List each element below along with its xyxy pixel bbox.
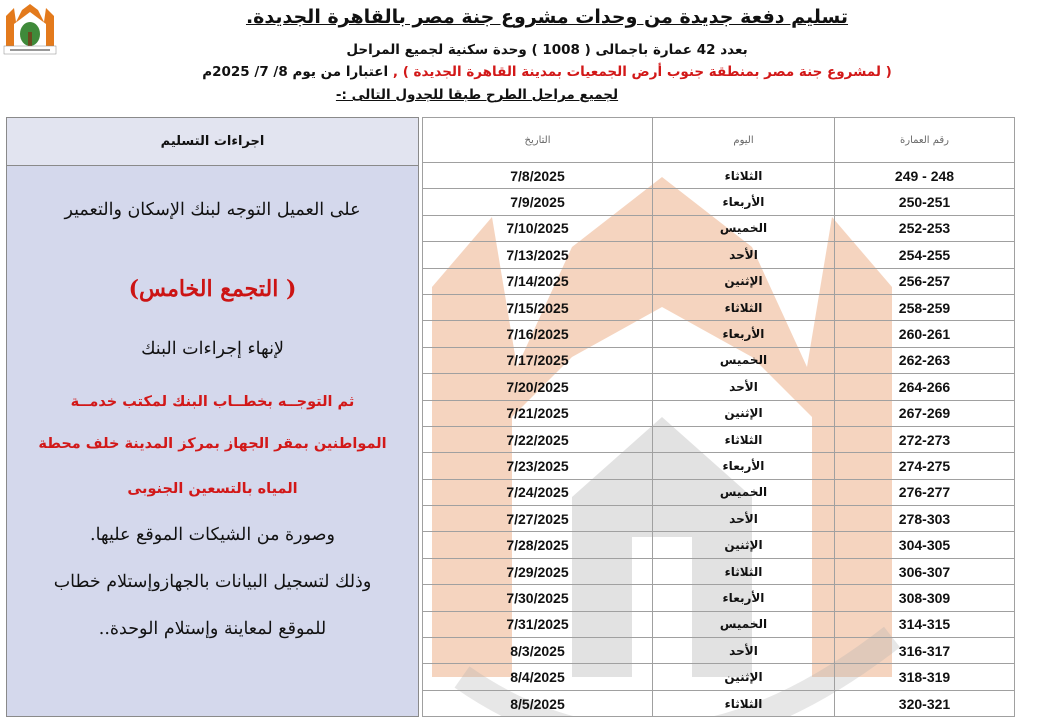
delivery-day-cell: الأحد (653, 374, 835, 400)
table-row (423, 374, 1015, 400)
procedure-step-bank: على العميل التوجه لبنك الإسكان والتعمير (64, 200, 361, 220)
table-row (423, 400, 1015, 426)
delivery-date-cell: 7/31/2025 (423, 611, 653, 637)
delivery-date-cell: 7/29/2025 (423, 558, 653, 584)
table-row (423, 638, 1015, 664)
table-row (423, 268, 1015, 294)
building-number-cell: 274-275 (835, 453, 1015, 479)
building-number-cell: 262-263 (835, 347, 1015, 373)
building-number-cell: 276-277 (835, 479, 1015, 505)
building-number-cell: 318-319 (835, 664, 1015, 690)
delivery-day-cell: الثلاثاء (653, 690, 835, 716)
delivery-day-cell: الأربعاء (653, 189, 835, 215)
table-row (423, 558, 1015, 584)
delivery-day-cell: الثلاثاء (653, 294, 835, 320)
delivery-date-cell: 8/4/2025 (423, 664, 653, 690)
delivery-day-cell: الخميس (653, 611, 835, 637)
delivery-day-cell: الأحد (653, 506, 835, 532)
table-row (423, 611, 1015, 637)
delivery-date-cell: 7/15/2025 (423, 294, 653, 320)
procedures-heading: اجراءات التسليم (7, 118, 418, 166)
procedure-service-office: ثم التوجــه بخطــاب البنك لمكتب خدمــة (70, 394, 355, 410)
delivery-date-cell: 7/22/2025 (423, 426, 653, 452)
delivery-day-cell: الأحد (653, 242, 835, 268)
building-number-cell: 249 - 248 (835, 163, 1015, 189)
delivery-date-cell: 7/28/2025 (423, 532, 653, 558)
delivery-day-cell: الثلاثاء (653, 163, 835, 189)
table-row (423, 294, 1015, 320)
building-number-cell: 314-315 (835, 611, 1015, 637)
column-header-building: رقم العمارة (835, 118, 1015, 163)
delivery-date-cell: 7/13/2025 (423, 242, 653, 268)
delivery-date-cell: 7/16/2025 (423, 321, 653, 347)
table-row (423, 215, 1015, 241)
project-location: ( لمشروع جنة مصر بمنطقة جنوب أرض الجمعيات بمدينة القاهرة الجديدة ) , (392, 64, 892, 80)
procedure-inspection: للموقع لمعاينة وإستلام الوحدة.. (98, 619, 327, 639)
table-row (423, 479, 1015, 505)
table-row (423, 321, 1015, 347)
delivery-day-cell: الأربعاء (653, 585, 835, 611)
delivery-date-cell: 7/27/2025 (423, 506, 653, 532)
delivery-day-cell: الخميس (653, 347, 835, 373)
delivery-day-cell: الخميس (653, 479, 835, 505)
procedure-registration: وذلك لتسجيل البيانات بالجهازوإستلام خطاب (53, 572, 372, 592)
building-number-cell: 256-257 (835, 268, 1015, 294)
column-header-day: اليوم (653, 118, 835, 163)
delivery-date-cell: 7/24/2025 (423, 479, 653, 505)
building-number-cell: 272-273 (835, 426, 1015, 452)
delivery-procedures-panel (6, 117, 419, 717)
schedule-table (422, 117, 1015, 717)
building-number-cell: 306-307 (835, 558, 1015, 584)
delivery-date-cell: 7/9/2025 (423, 189, 653, 215)
table-row (423, 242, 1015, 268)
delivery-day-cell: الأحد (653, 638, 835, 664)
project-location-line (60, 64, 1034, 80)
schedule-intro: لجميع مراحل الطرح طبقا للجدول التالى :- (335, 87, 619, 103)
building-number-cell: 258-259 (835, 294, 1015, 320)
column-header-date: التاريخ (423, 118, 653, 163)
delivery-day-cell: الإثنين (653, 268, 835, 294)
building-number-cell: 260-261 (835, 321, 1015, 347)
building-number-cell: 252-253 (835, 215, 1015, 241)
table-row (423, 189, 1015, 215)
delivery-date-cell: 7/30/2025 (423, 585, 653, 611)
table-row (423, 690, 1015, 716)
building-number-cell: 308-309 (835, 585, 1015, 611)
procedures-body (7, 166, 418, 716)
building-number-cell: 250-251 (835, 189, 1015, 215)
delivery-day-cell: الثلاثاء (653, 426, 835, 452)
page-title: تسليم دفعة جديدة من وحدات مشروع جنة مصر بالقاهرة الجديدة. (245, 6, 849, 28)
delivery-date-cell: 7/8/2025 (423, 163, 653, 189)
delivery-day-cell: الأربعاء (653, 453, 835, 479)
building-number-cell: 264-266 (835, 374, 1015, 400)
building-number-cell: 254-255 (835, 242, 1015, 268)
building-number-cell: 267-269 (835, 400, 1015, 426)
delivery-day-cell: الثلاثاء (653, 558, 835, 584)
building-number-cell: 278-303 (835, 506, 1015, 532)
procedure-cheques: وصورة من الشيكات الموقع عليها. (90, 525, 335, 545)
delivery-day-cell: الإثنين (653, 664, 835, 690)
procedure-office-location: المواطنين بمقر الجهاز بمركز المدينة خلف محطة (38, 436, 387, 452)
procedure-office-landmark: المياه بالتسعين الجنوبى (127, 481, 298, 497)
procedure-bank-branch: ( التجمع الخامس) (128, 276, 297, 302)
building-number-cell: 304-305 (835, 532, 1015, 558)
delivery-date-cell: 7/14/2025 (423, 268, 653, 294)
building-number-cell: 316-317 (835, 638, 1015, 664)
table-row (423, 532, 1015, 558)
authority-logo-icon (2, 2, 58, 64)
table-row (423, 664, 1015, 690)
delivery-date-cell: 7/10/2025 (423, 215, 653, 241)
delivery-date-cell: 8/5/2025 (423, 690, 653, 716)
schedule-header-row (423, 118, 1015, 163)
table-row (423, 585, 1015, 611)
units-summary: بعدد 42 عمارة باجمالى ( 1008 ) وحدة سكنية لجميع المراحل (346, 42, 748, 58)
procedure-bank-finish: لإنهاء إجراءات البنك (141, 339, 284, 359)
delivery-day-cell: الإثنين (653, 400, 835, 426)
delivery-day-cell: الخميس (653, 215, 835, 241)
start-date-note: اعتبارا من يوم 8/ 7/ 2025م (202, 64, 393, 80)
building-number-cell: 320-321 (835, 690, 1015, 716)
delivery-date-cell: 7/20/2025 (423, 374, 653, 400)
delivery-date-cell: 8/3/2025 (423, 638, 653, 664)
delivery-day-cell: الأربعاء (653, 321, 835, 347)
delivery-date-cell: 7/17/2025 (423, 347, 653, 373)
delivery-date-cell: 7/23/2025 (423, 453, 653, 479)
table-row (423, 506, 1015, 532)
delivery-day-cell: الإثنين (653, 532, 835, 558)
table-row (423, 426, 1015, 452)
delivery-schedule (422, 117, 1014, 717)
delivery-date-cell: 7/21/2025 (423, 400, 653, 426)
table-row (423, 453, 1015, 479)
table-row (423, 347, 1015, 373)
table-row (423, 163, 1015, 189)
